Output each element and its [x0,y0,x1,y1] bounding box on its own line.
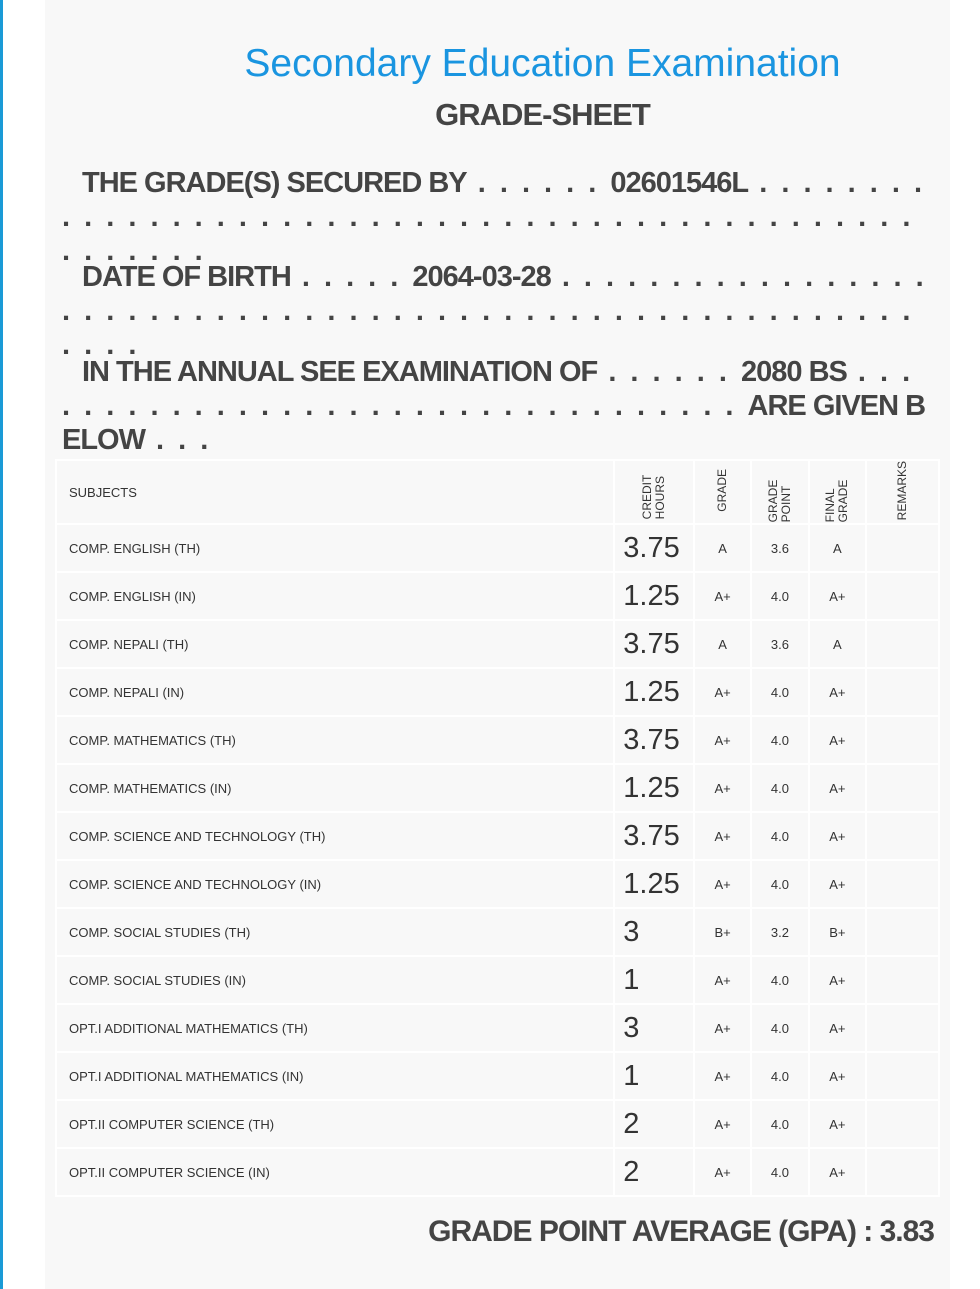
table-row [56,1052,939,1100]
remarks-cell [866,1148,939,1196]
grade-cell: A+ [694,668,751,716]
final-grade-cell: A+ [809,956,866,1004]
table-row [56,956,939,1004]
grade-cell: A+ [694,860,751,908]
remarks-cell [866,716,939,764]
remarks-cell [866,860,939,908]
exam-line: IN THE ANNUAL SEE EXAMINATION OF . . . . . . 2080 BS . . . . . . . . . . . . . . . . . . . . . . . . . . . . . . . . . . ARE GIVEN BELOW . . . [62,356,926,456]
grade-point-cell: 3.6 [751,524,808,572]
header-final-grade: FINAL GRADE [823,479,851,522]
subject-cell: COMP. NEPALI (IN) [56,668,614,716]
table-row [56,620,939,668]
credit-hours-cell: 1 [614,956,694,1004]
subject-cell: OPT.II COMPUTER SCIENCE (IN) [56,1148,614,1196]
grade-cell: A+ [694,572,751,620]
remarks-cell [866,812,939,860]
subject-cell: COMP. MATHEMATICS (IN) [56,764,614,812]
grade-cell: A [694,620,751,668]
credit-hours-cell: 1.25 [614,668,694,716]
final-grade-cell: B+ [809,908,866,956]
remarks-cell [866,572,939,620]
table-row [56,716,939,764]
remarks-cell [866,764,939,812]
grade-cell: A+ [694,1148,751,1196]
header-credit-hours: CREDIT HOURS [640,474,668,520]
grade-point-cell: 4.0 [751,1100,808,1148]
grade-cell: A+ [694,1052,751,1100]
header-remarks: REMARKS [895,461,910,521]
header-subjects: SUBJECTS [56,460,614,524]
grade-cell: A+ [694,1004,751,1052]
table-row [56,860,939,908]
subject-cell: COMP. NEPALI (TH) [56,620,614,668]
table-row [56,764,939,812]
final-grade-cell: A+ [809,812,866,860]
grade-point-cell: 4.0 [751,956,808,1004]
remarks-cell [866,1004,939,1052]
final-grade-cell: A+ [809,1004,866,1052]
subject-cell: COMP. ENGLISH (TH) [56,524,614,572]
table-row [56,524,939,572]
credit-hours-cell: 2 [614,1148,694,1196]
grade-point-cell: 4.0 [751,1052,808,1100]
sheet-title: GRADE-SHEET [435,97,650,132]
credit-hours-cell: 3 [614,908,694,956]
final-grade-cell: A+ [809,1052,866,1100]
credit-hours-cell: 1 [614,1052,694,1100]
credit-hours-cell: 3.75 [614,524,694,572]
subject-cell: COMP. SOCIAL STUDIES (TH) [56,908,614,956]
grade-cell: A+ [694,1100,751,1148]
grade-point-cell: 4.0 [751,668,808,716]
exam-title: Secondary Education Examination [244,42,841,85]
left-border [0,0,3,1289]
grade-cell: B+ [694,908,751,956]
grade-point-cell: 4.0 [751,1004,808,1052]
header-grade-point: GRADE POINT [765,479,793,522]
header-grade: GRADE [715,469,730,513]
dob-line: DATE OF BIRTH . . . . . 2064-03-28 . . . . . . . . . . . . . . . . . . . . . . . . . . . . . . . . . . . . . . . . . . . . . . . . . . . . . . . . . . . . [62,261,927,361]
credit-hours-cell: 3 [614,1004,694,1052]
grade-point-cell: 4.0 [751,572,808,620]
final-grade-cell: A+ [809,716,866,764]
remarks-cell [866,908,939,956]
remarks-cell [866,956,939,1004]
remarks-cell [866,1100,939,1148]
table-row [56,572,939,620]
subject-cell: COMP. SCIENCE AND TECHNOLOGY (IN) [56,860,614,908]
subject-cell: OPT.I ADDITIONAL MATHEMATICS (IN) [56,1052,614,1100]
subject-cell: COMP. SOCIAL STUDIES (IN) [56,956,614,1004]
grades-table [55,459,940,1197]
remarks-cell [866,620,939,668]
subject-cell: COMP. SCIENCE AND TECHNOLOGY (TH) [56,812,614,860]
gpa: GRADE POINT AVERAGE (GPA) : 3.83 [428,1215,934,1248]
table-row [56,908,939,956]
credit-hours-cell: 3.75 [614,620,694,668]
final-grade-cell: A [809,620,866,668]
credit-hours-cell: 1.25 [614,572,694,620]
grade-cell: A+ [694,956,751,1004]
table-row [56,1148,939,1196]
table-header [56,460,939,524]
final-grade-cell: A+ [809,1148,866,1196]
subject-cell: OPT.I ADDITIONAL MATHEMATICS (TH) [56,1004,614,1052]
table-row [56,812,939,860]
remarks-cell [866,668,939,716]
exam-year: 2080 BS [741,356,847,388]
grade-cell: A [694,524,751,572]
final-grade-cell: A+ [809,1100,866,1148]
final-grade-cell: A+ [809,668,866,716]
credit-hours-cell: 1.25 [614,764,694,812]
secured-by-line: THE GRADE(S) SECURED BY . . . . . . 02601546L . . . . . . . . . . . . . . . . . . . . . . . . . . . . . . . . . . . . . . . . . . . . . . . . . . . . . . [62,167,926,267]
grade-point-cell: 4.0 [751,860,808,908]
final-grade-cell: A+ [809,572,866,620]
symbol-number: 02601546L [610,167,749,199]
final-grade-cell: A+ [809,764,866,812]
table-row [56,1100,939,1148]
remarks-cell [866,524,939,572]
grade-cell: A+ [694,764,751,812]
grade-point-cell: 4.0 [751,812,808,860]
dob-value: 2064-03-28 [412,261,551,293]
final-grade-cell: A [809,524,866,572]
credit-hours-cell: 1.25 [614,860,694,908]
remarks-cell [866,1052,939,1100]
table-row [56,668,939,716]
grade-point-cell: 3.6 [751,620,808,668]
grade-point-cell: 4.0 [751,1148,808,1196]
subject-cell: OPT.II COMPUTER SCIENCE (TH) [56,1100,614,1148]
subject-cell: COMP. ENGLISH (IN) [56,572,614,620]
subject-cell: COMP. MATHEMATICS (TH) [56,716,614,764]
grade-cell: A+ [694,812,751,860]
final-grade-cell: A+ [809,860,866,908]
credit-hours-cell: 3.75 [614,716,694,764]
credit-hours-cell: 2 [614,1100,694,1148]
grade-point-cell: 4.0 [751,764,808,812]
credit-hours-cell: 3.75 [614,812,694,860]
grade-point-cell: 4.0 [751,716,808,764]
grade-point-cell: 3.2 [751,908,808,956]
table-row [56,1004,939,1052]
grade-cell: A+ [694,716,751,764]
